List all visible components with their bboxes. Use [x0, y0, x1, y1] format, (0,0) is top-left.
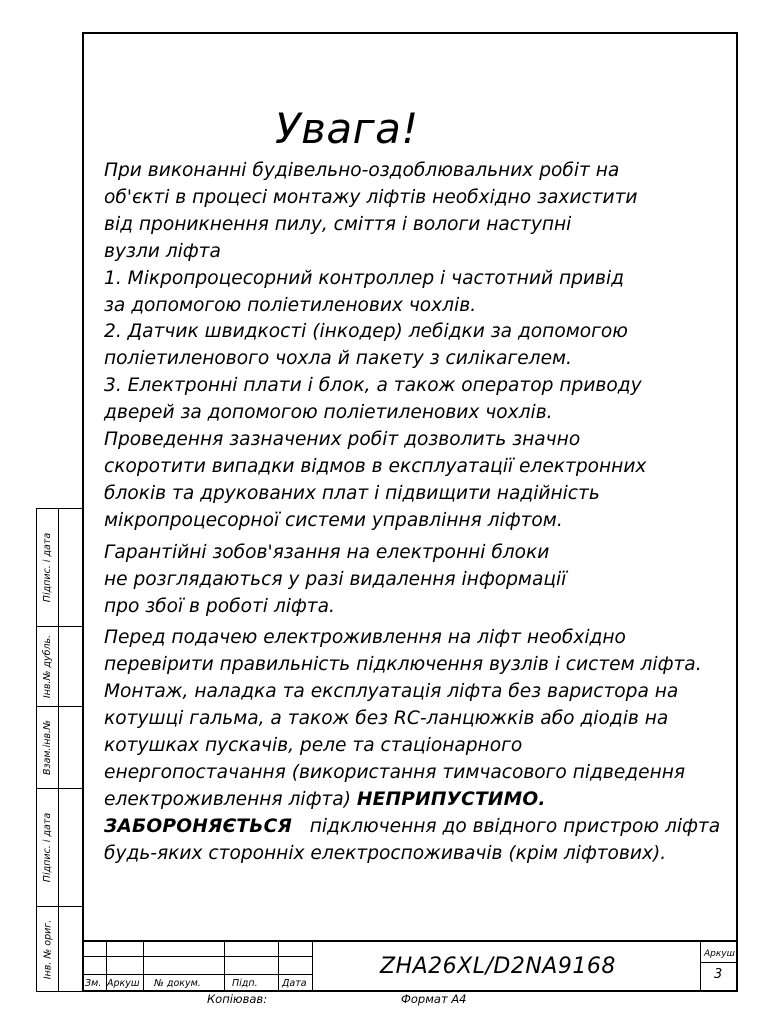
text-line: При виконанні будівельно-оздоблювальних робіт на: [104, 160, 620, 181]
text-line: будь-яких сторонніх електроспоживачів (крім ліфтових).: [104, 842, 667, 864]
text-line: мікропроцесорної системи управління ліфтом.: [104, 509, 563, 531]
text-fragment: підключення до ввідного пристрою ліфта: [291, 815, 721, 837]
side-label: Підпис. і дата: [42, 532, 53, 603]
text-line: котушках пускачів, реле та стаціонарного: [104, 735, 523, 757]
forbidden-emphasis: НЕПРИПУСТИМО.: [356, 788, 546, 810]
paragraph-power: [104, 625, 734, 867]
side-label: Інв. № ориг.: [42, 919, 53, 980]
text-line: котушці гальма, а також без RC-ланцюжків або діодів на: [104, 708, 669, 730]
side-label: Взам.інв.№: [42, 720, 53, 775]
text-line: [104, 814, 734, 841]
text-line: скоротити випадки відмов в експлуатації електронних: [104, 455, 647, 477]
side-stamp: [36, 508, 82, 992]
paragraph-protection: [104, 158, 734, 535]
column-signature: Підп.: [232, 978, 258, 989]
text-line: 3. Електронні плати і блок, а також оператор приводу: [104, 375, 642, 397]
text-line: 2. Датчик швидкості (інкодер) лебідки за допомогою: [104, 321, 628, 343]
side-cell-original-inv: [37, 907, 82, 992]
text-line: за допомогою поліетиленових чохлів.: [104, 294, 477, 316]
text-line: Проведення зазначених робіт дозволить значно: [104, 429, 581, 451]
text-line: [104, 787, 734, 814]
text-line: Перед подачею електроживлення на ліфт необхідно: [104, 627, 626, 649]
column-doc-number: № докум.: [154, 978, 201, 989]
column-sheet: Аркуш: [107, 978, 140, 989]
side-cell-signature-date-2: [37, 789, 82, 907]
side-label: Підпис. і дата: [42, 812, 53, 883]
document-code: ZHA26XL/D2NA9168: [380, 954, 616, 979]
text-line: вузли ліфта: [104, 240, 221, 262]
text-line: енергопостачання (використання тимчасового підведення: [104, 761, 686, 783]
sheet-label: Аркуш: [704, 949, 735, 959]
prohibited-emphasis: ЗАБОРОНЯЄТЬСЯ: [104, 815, 292, 837]
sheet-number: 3: [714, 967, 723, 982]
side-label: Інв.№ дубль.: [42, 634, 53, 699]
text-line: блоків та друкованих плат і підвищити надійність: [104, 482, 600, 504]
text-line: 1. Мікропроцесорний контроллер і частотний привід: [104, 267, 625, 289]
text-line: об'єкті в процесі монтажу ліфтів необхідно захистити: [104, 186, 638, 208]
paragraph-warranty: [104, 540, 734, 621]
text-line: Монтаж, наладка та експлуатація ліфта без варистора на: [104, 681, 679, 703]
notice-title: Увага!: [275, 104, 419, 153]
side-cell-signature-date-1: [37, 509, 82, 627]
column-change: Зм.: [85, 978, 102, 989]
format-label: Формат А4: [401, 992, 467, 1006]
column-date: Дата: [282, 978, 307, 989]
text-line: від проникнення пилу, сміття і вологи наступні: [104, 213, 572, 235]
notice-body: [104, 158, 734, 868]
side-cell-duplicate-inv: [37, 627, 82, 707]
text-line: Гарантійні зобов'язання на електронні блоки: [104, 541, 550, 563]
side-cell-replace-inv: [37, 707, 82, 789]
text-line: про збої в роботі ліфта.: [104, 595, 335, 617]
text-line: не розглядаються у разі видалення інформації: [104, 568, 567, 590]
text-line: дверей за допомогою поліетиленових чохлів.: [104, 402, 553, 424]
text-fragment: електроживлення ліфта): [104, 788, 357, 810]
text-line: перевірити правильність підключення вузлів і систем ліфта.: [104, 654, 702, 676]
text-line: поліетиленового чохла й пакету з силікагелем.: [104, 348, 572, 370]
copied-by-label: Копіював:: [207, 992, 268, 1006]
